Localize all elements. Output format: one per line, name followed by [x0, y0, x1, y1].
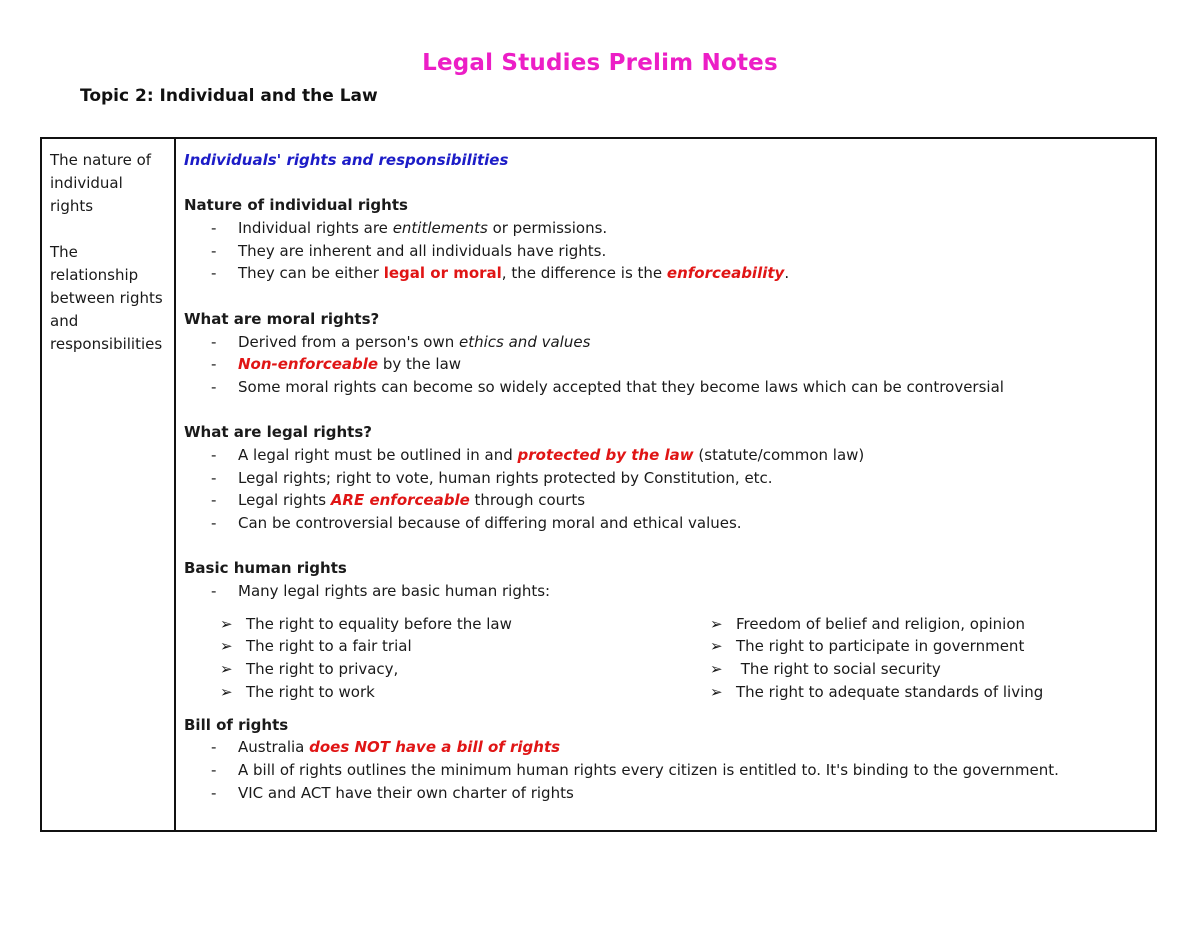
left-text: relationship [50, 266, 139, 284]
notes-table [40, 137, 1157, 832]
left-text: rights [50, 197, 94, 215]
arrow-item: ➢ The right to equality before the law [184, 613, 674, 636]
dash-bullet: - [211, 377, 217, 396]
moral-heading: What are moral rights? [184, 309, 380, 328]
list-item: - Legal rights; right to vote, human rights protected by Constitution, etc. [184, 467, 1144, 490]
left-text: The nature of [50, 151, 152, 169]
arrow-icon: ➢ [220, 660, 233, 679]
left-text: and [50, 312, 79, 330]
dash-bullet: - [211, 468, 217, 487]
list-item: - Some moral rights can become so widely accepted that they become laws which can be controversial [184, 376, 1144, 399]
rights-columns [184, 613, 1144, 704]
arrow-item: ➢ The right to a fair trial [184, 635, 674, 658]
arrow-icon: ➢ [710, 637, 723, 656]
left-text: The [50, 243, 78, 261]
arrow-item: ➢ The right to adequate standards of living [674, 681, 1144, 704]
arrow-item: ➢ Freedom of belief and religion, opinion [674, 613, 1144, 636]
arrow-icon: ➢ [710, 660, 723, 679]
legal-heading: What are legal rights? [184, 423, 372, 442]
right-column [184, 149, 1144, 804]
list-item: - Many legal rights are basic human rights: [184, 580, 1144, 603]
left-paragraph-2 [50, 241, 172, 356]
arrow-item: ➢ The right to participate in government [674, 635, 1144, 658]
arrow-icon: ➢ [220, 637, 233, 656]
list-item: - They are inherent and all individuals have rights. [184, 240, 1144, 263]
list-item: - Australia does NOT have a bill of rights [184, 736, 1144, 759]
dash-bullet: - [211, 332, 217, 351]
basic-heading: Basic human rights [184, 559, 347, 578]
dash-bullet: - [211, 241, 217, 260]
list-item: - Can be controversial because of differing moral and ethical values. [184, 512, 1144, 535]
list-item: - Individual rights are entitlements or permissions. [184, 217, 1144, 240]
arrow-icon: ➢ [220, 682, 233, 701]
nature-heading: Nature of individual rights [184, 196, 408, 215]
dash-bullet: - [211, 219, 217, 238]
arrow-item: ➢ The right to work [184, 681, 674, 704]
dash-bullet: - [211, 514, 217, 532]
dash-bullet: - [211, 355, 217, 374]
left-text: responsibilities [50, 335, 163, 353]
arrow-icon: ➢ [710, 682, 723, 701]
column-divider [174, 139, 176, 830]
left-text: individual [50, 174, 123, 192]
list-item: - Legal rights ARE enforceable through courts [184, 489, 1144, 512]
list-item: - A bill of rights outlines the minimum human rights every citizen is entitled to. It's binding to the government. [184, 759, 1144, 782]
left-column [50, 149, 172, 356]
document-title: Legal Studies Prelim Notes [422, 50, 778, 76]
list-item: - Non-enforceable by the law [184, 353, 1144, 376]
arrow-item: ➢ The right to privacy, [184, 658, 674, 681]
arrow-icon: ➢ [710, 614, 723, 633]
arrow-item: ➢ The right to social security [674, 658, 1144, 681]
left-text: between rights [50, 289, 163, 307]
dash-bullet: - [211, 582, 217, 601]
dash-bullet: - [211, 783, 217, 802]
dash-bullet: - [211, 264, 217, 283]
dash-bullet: - [211, 738, 217, 757]
list-item: - A legal right must be outlined in and protected by the law (statute/common law) [184, 444, 1144, 467]
bill-heading: Bill of rights [184, 715, 289, 734]
list-item: - They can be either legal or moral, the difference is the enforceability. [184, 262, 1144, 285]
arrow-icon: ➢ [220, 614, 233, 633]
dash-bullet: - [211, 445, 217, 464]
left-paragraph-1 [50, 149, 172, 218]
dash-bullet: - [211, 491, 217, 510]
rights-list-left [184, 613, 674, 704]
list-item: - VIC and ACT have their own charter of rights [184, 782, 1144, 805]
topic-heading: Topic 2: Individual and the Law [80, 86, 378, 106]
rights-list-right [674, 613, 1144, 704]
section-title: Individuals' rights and responsibilities [184, 151, 509, 169]
dash-bullet: - [211, 760, 217, 779]
list-item: - Derived from a person's own ethics and values [184, 331, 1144, 354]
